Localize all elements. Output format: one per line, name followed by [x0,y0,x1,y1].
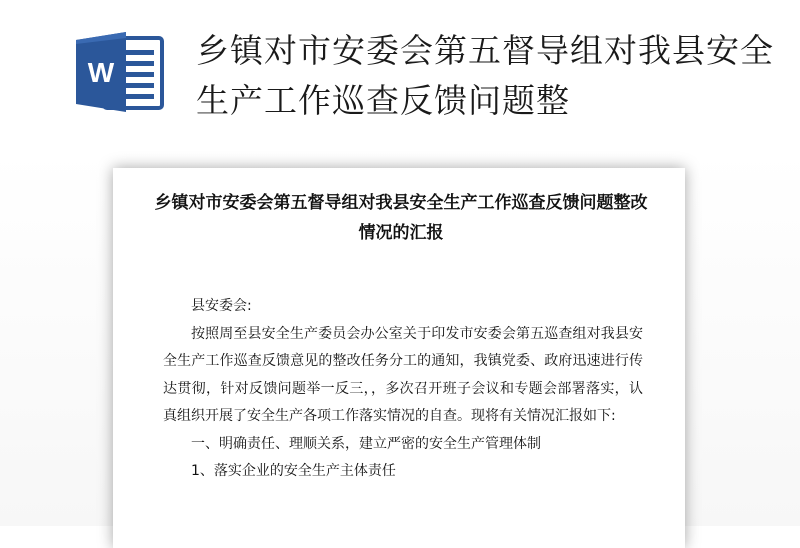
header-title: 乡镇对市安委会第五督导组对我县安全生产工作巡查反馈问题整 [196,31,774,120]
svg-text:W: W [87,57,115,88]
subsection-heading: 1、落实企业的安全生产主体责任 [191,463,396,479]
document-page [113,168,685,548]
header [0,0,800,150]
paragraph: 按照周至县安全生产委员会办公室关于印发市安委会第五巡查组对我县安全生产工作巡查反馈意见的整改任务分工的通知，我镇党委、政府迅速进行传达贯彻，针对反馈问题举一反三，，多次召开班子会议和专题会部署落实，认真组织开展了安全生产各项工作落实情况的自查。现将有关情况汇报如下: [163,325,643,424]
document-title: 乡镇对市安委会第五督导组对我县安全生产工作巡查反馈问题整改情况的汇报 [154,193,648,243]
section-heading: 一、明确责任、理顺关系，建立严密的安全生产管理体制 [191,435,541,452]
salutation: 县安委会: [191,298,252,314]
document-body [163,293,643,486]
word-icon [74,30,170,114]
